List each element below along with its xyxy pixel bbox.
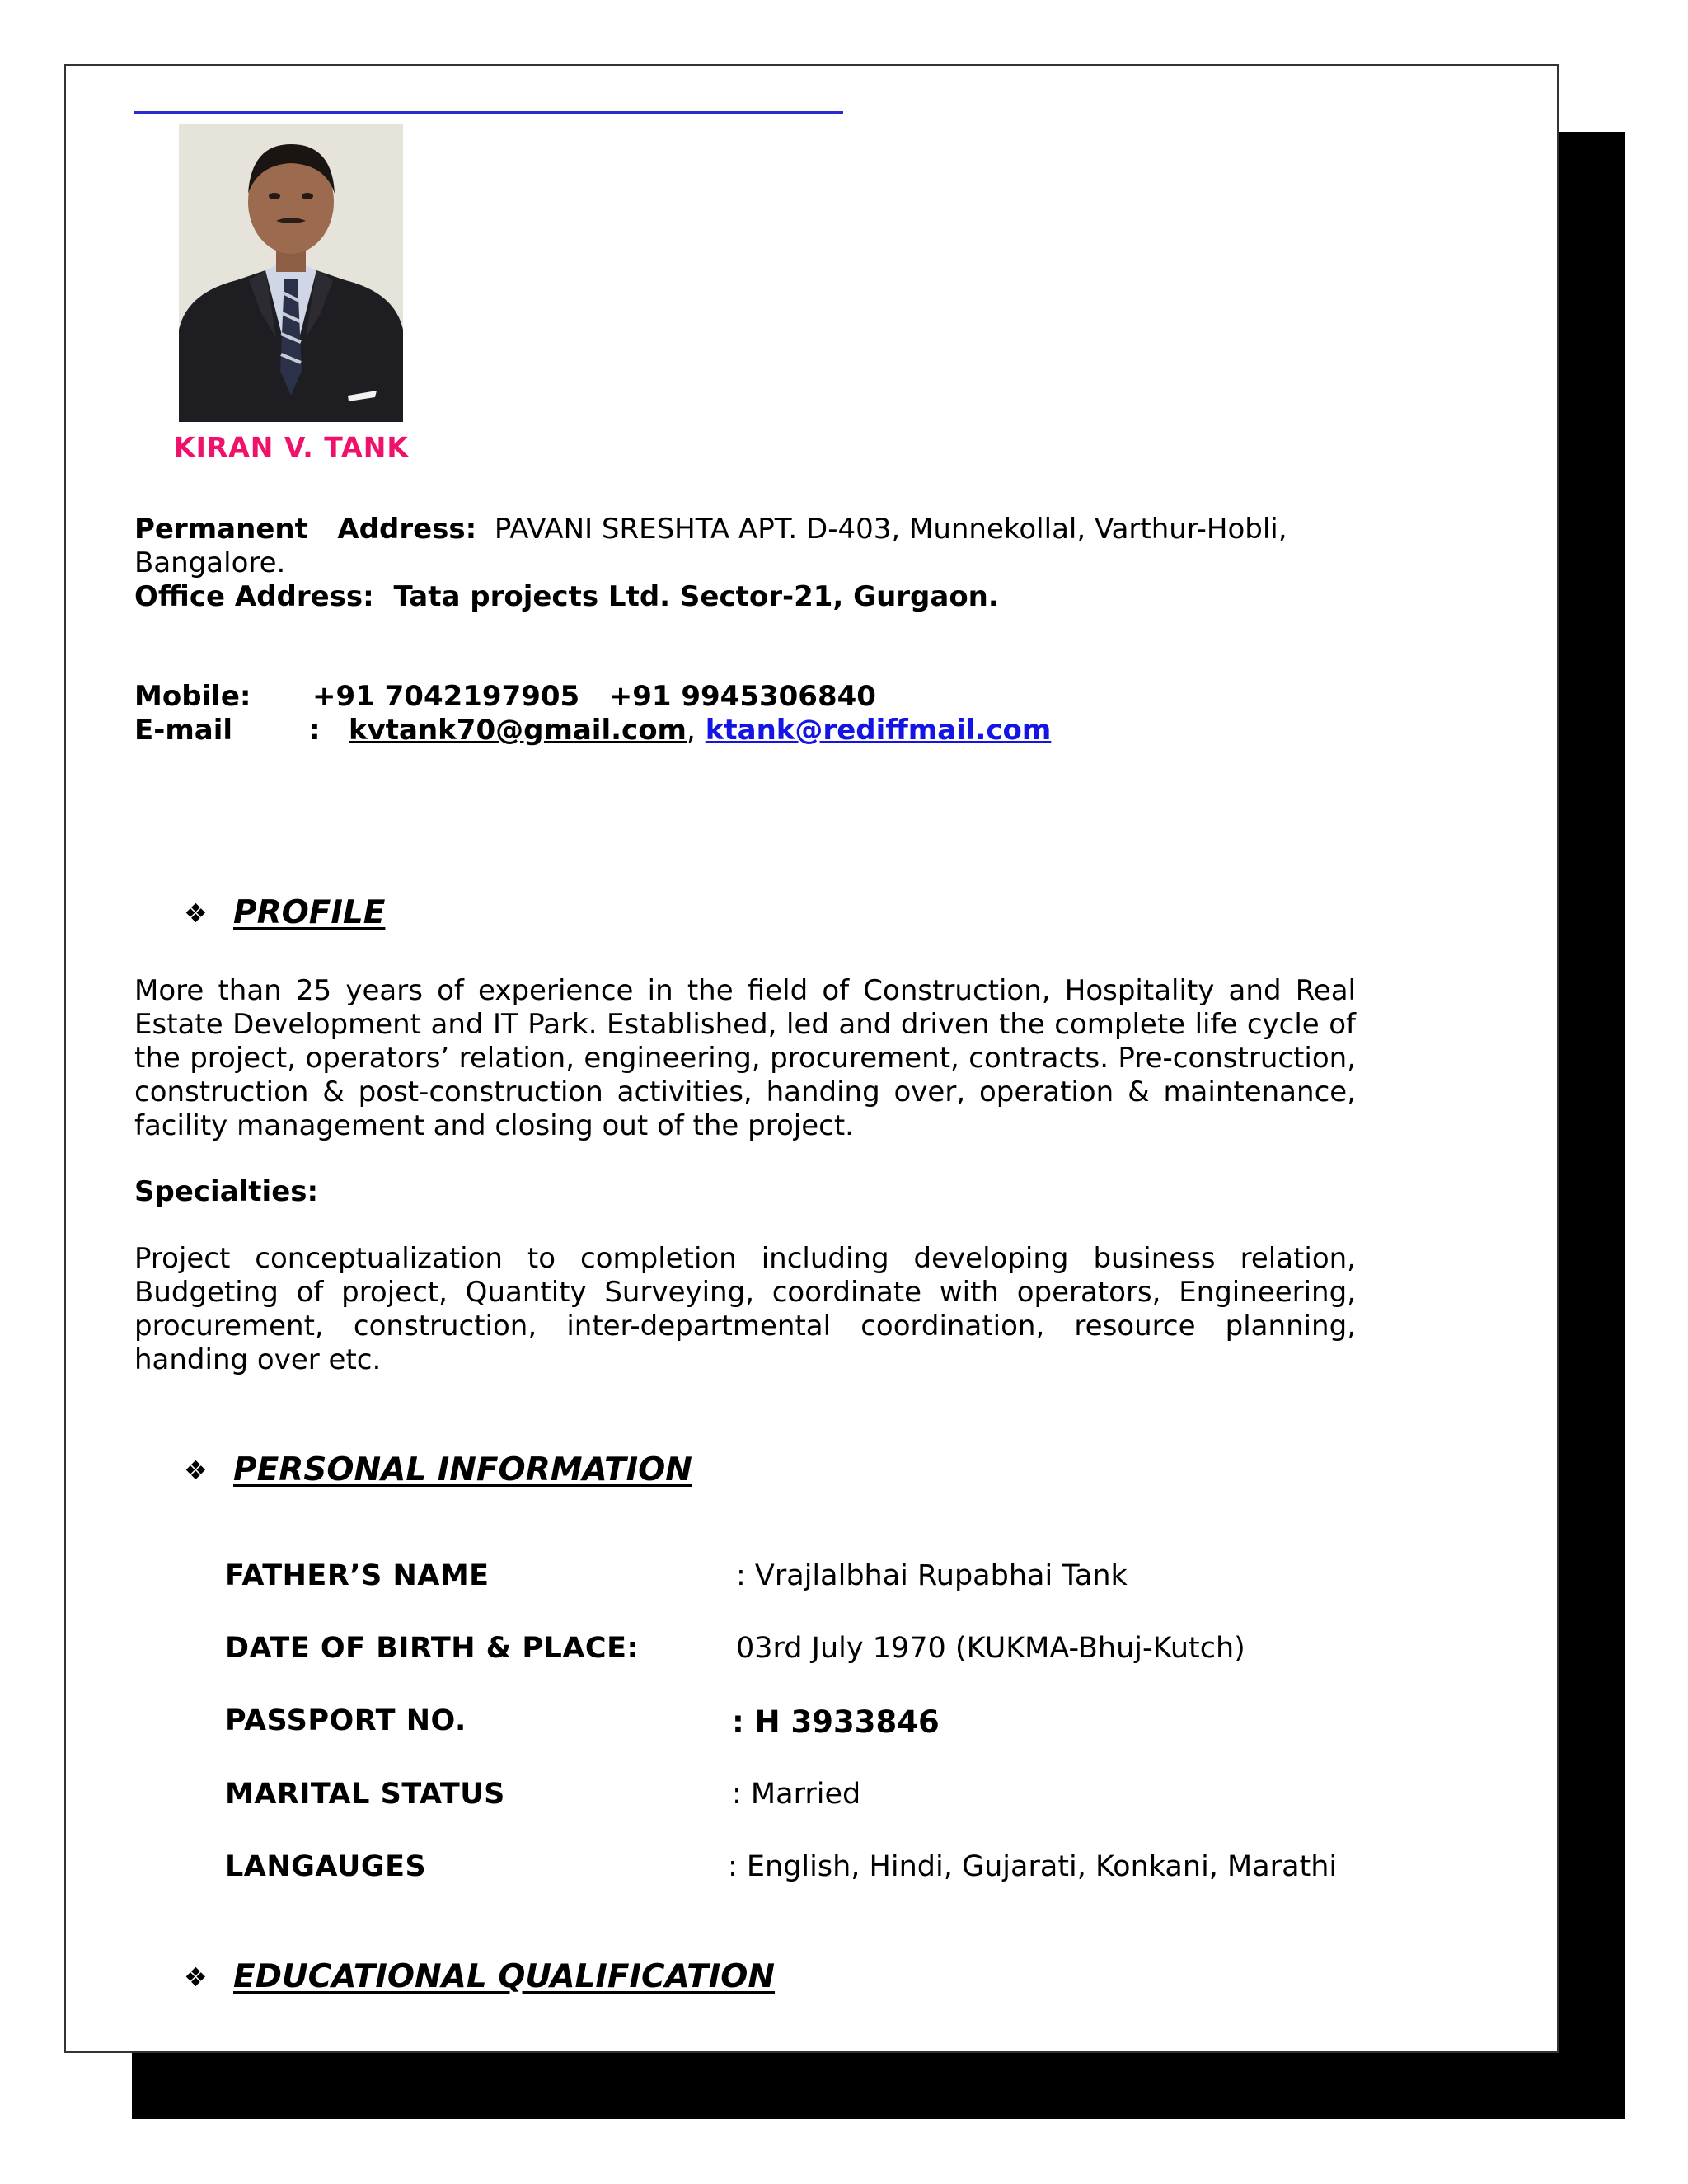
diamond-bullet-icon: ❖ [184, 897, 208, 929]
diamond-bullet-icon: ❖ [184, 1454, 208, 1486]
permanent-address [134, 513, 1356, 580]
permanent-address-label: Permanent Address: [134, 513, 477, 546]
profile-summary: More than 25 years of experience in the field of Construction, Hospitality and Real Estate Development and IT Park. Established, led and driven the complete life cycle of the project, operators’ relation, engineering, procurement, contracts. Pre-construction, construction & post-construction activities, handing over, operation & maintenance, facility management and closing out of the project. [134, 974, 1356, 1142]
profile-heading [184, 894, 385, 931]
email-secondary-link[interactable]: ktank@rediffmail.com [705, 714, 1052, 747]
mobile-row [134, 680, 1356, 714]
personal-heading-text: PERSONAL INFORMATION [233, 1451, 692, 1488]
specialties-text: Project conceptualization to completion including developing business relation, Budgeting of project, Quantity Surveying, coordinate with operators, Engineering, procurement, construction, inter-departmental coordination, resource planning, handing over etc. [134, 1242, 1356, 1376]
specialties-label: Specialties: [134, 1175, 319, 1208]
personal-heading [184, 1451, 692, 1488]
languages-label: LANGAUGES [225, 1850, 427, 1883]
office-address [134, 580, 1356, 614]
diamond-bullet-icon: ❖ [184, 1961, 208, 1993]
email-primary-link[interactable]: kvtank70@gmail.com [349, 714, 687, 747]
email-label: E-mail [134, 714, 233, 747]
email-comma: , [686, 714, 696, 747]
candidate-name: KIRAN V. TANK [174, 431, 409, 463]
father-name-label: FATHER’S NAME [225, 1559, 490, 1592]
marital-status-value: : Married [732, 1778, 861, 1811]
passport-value: : H 3933846 [732, 1704, 940, 1740]
dob-label: DATE OF BIRTH & PLACE: [225, 1632, 640, 1665]
permanent-address-value: PAVANI SRESHTA APT. D-403, Munnekollal, Varthur-Hobli, Bangalore. [134, 513, 1287, 579]
dob-value: 03rd July 1970 (KUKMA-Bhuj-Kutch) [736, 1632, 1245, 1665]
mobile-label: Mobile: [134, 680, 251, 713]
email-separator: : [309, 714, 321, 747]
header-rule [134, 111, 843, 114]
email-row [134, 714, 1356, 748]
father-name-value: : Vrajlalbhai Rupabhai Tank [736, 1559, 1128, 1592]
office-address-value: Tata projects Ltd. Sector-21, Gurgaon. [393, 580, 999, 613]
passport-label: PASSPORT NO. [225, 1704, 467, 1737]
languages-value: : English, Hindi, Gujarati, Konkani, Marathi [728, 1850, 1338, 1883]
profile-heading-text: PROFILE [233, 894, 386, 931]
education-heading-text: EDUCATIONAL QUALIFICATION [233, 1958, 776, 1995]
contact-block [134, 680, 1356, 748]
address-block [134, 513, 1356, 614]
profile-photo [179, 124, 403, 422]
marital-status-label: MARITAL STATUS [225, 1778, 505, 1811]
mobile-value: +91 7042197905 +91 9945306840 [312, 680, 876, 713]
education-heading [184, 1958, 775, 1995]
office-address-label: Office Address: [134, 580, 374, 613]
